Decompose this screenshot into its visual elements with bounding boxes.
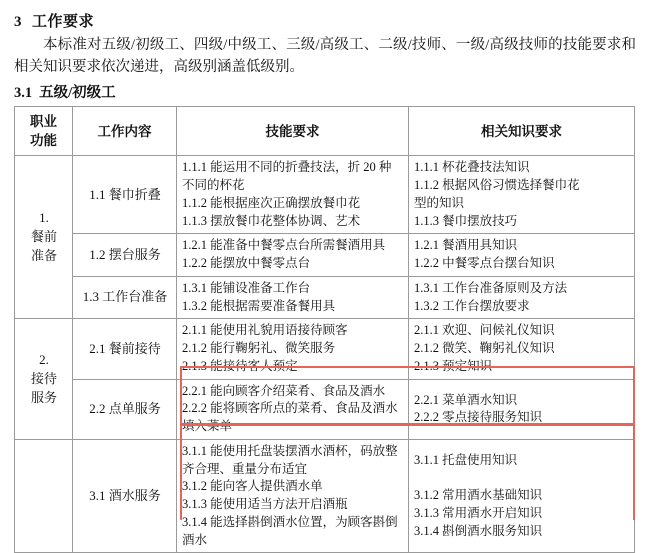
- table-header: [15, 107, 635, 156]
- skill-cell: 1.1.1 能运用不同的折叠技法，折 20 种 不同的杯花 1.1.2 能根据座次正确摆放餐巾花 1.1.3 摆放餐巾花整体协调、艺术: [177, 156, 409, 234]
- function-cell-1: 1. 餐前 准备: [15, 156, 73, 319]
- column-header-skill: 技能要求: [177, 107, 409, 156]
- skill-cell: 2.2.1 能向顾客介绍菜肴、食品及酒水 2.2.2 能将顾客所点的菜肴、食品及酒水 填入菜单: [177, 379, 409, 439]
- knowledge-cell: 1.2.1 餐酒用具知识 1.2.2 中餐零点台摆台知识: [409, 234, 635, 277]
- table-row: [15, 156, 635, 234]
- content-cell: 1.3 工作台准备: [73, 276, 177, 319]
- table-row: [15, 276, 635, 319]
- knowledge-cell: 2.1.1 欢迎、问候礼仪知识 2.1.2 微笑、鞠躬礼仪知识 2.1.3 预定知识: [409, 319, 635, 379]
- knowledge-cell: 2.2.1 菜单酒水知识 2.2.2 零点接待服务知识: [409, 379, 635, 439]
- table-body: [15, 156, 635, 553]
- column-header-knowledge: 相关知识要求: [409, 107, 635, 156]
- knowledge-cell: 1.1.1 杯花叠技法知识 1.1.2 根据风俗习惯选择餐巾花 型的知识 1.1.3 餐巾摆放技巧: [409, 156, 635, 234]
- content-cell: 3.1 酒水服务: [73, 439, 177, 553]
- skills-requirements-table: [14, 106, 635, 553]
- section-heading: [14, 10, 636, 31]
- column-header-content: 工作内容: [73, 107, 177, 156]
- knowledge-cell: 1.3.1 工作台准备原则及方法 1.3.2 工作台摆放要求: [409, 276, 635, 319]
- function-cell-3: [15, 439, 73, 553]
- subsection-title: 五级/初级工: [39, 85, 116, 102]
- section-number: 3: [14, 14, 22, 30]
- skill-cell: 1.2.1 能准备中餐零点台所需餐酒用具 1.2.2 能摆放中餐零点台: [177, 234, 409, 277]
- skill-cell: 1.3.1 能铺设准备工作台 1.3.2 能根据需要准备餐用具: [177, 276, 409, 319]
- skill-cell: 3.1.1 能使用托盘装摆酒水酒杯，码放整 齐合理、重量分布适宜 3.1.2 能向客人提供酒水单 3.1.3 能使用适当方法开启酒瓶 3.1.4 能选择斟倒酒水位置，为顾客斟倒 酒水: [177, 439, 409, 553]
- subsection-heading: [14, 81, 636, 102]
- content-cell: 1.2 摆台服务: [73, 234, 177, 277]
- table-row-highlighted: [15, 379, 635, 439]
- table-row-highlighted: [15, 439, 635, 553]
- section-title: 工作要求: [32, 14, 95, 30]
- content-cell: 2.1 餐前接待: [73, 319, 177, 379]
- content-cell: 1.1 餐巾折叠: [73, 156, 177, 234]
- section-paragraph: 本标准对五级/初级工、四级/中级工、三级/高级工、二级/技师、一级/高级技师的技能要求和相关知识要求依次递进，高级别涵盖低级别。: [14, 37, 636, 76]
- function-cell-2: 2. 接待 服务: [15, 319, 73, 440]
- table-header-row: [15, 107, 635, 156]
- skill-cell: 2.1.1 能使用礼貌用语接待顾客 2.1.2 能行鞠躬礼、微笑服务 2.1.3 能接待客人预定: [177, 319, 409, 379]
- knowledge-cell: 3.1.1 托盘使用知识 3.1.2 常用酒水基础知识 3.1.3 常用酒水开启知识 3.1.4 斟倒酒水服务知识: [409, 439, 635, 553]
- table-row: [15, 234, 635, 277]
- table-row: [15, 319, 635, 379]
- subsection-number: 3.1: [14, 85, 33, 102]
- column-header-function: 职业 功能: [15, 107, 73, 156]
- content-cell: 2.2 点单服务: [73, 379, 177, 439]
